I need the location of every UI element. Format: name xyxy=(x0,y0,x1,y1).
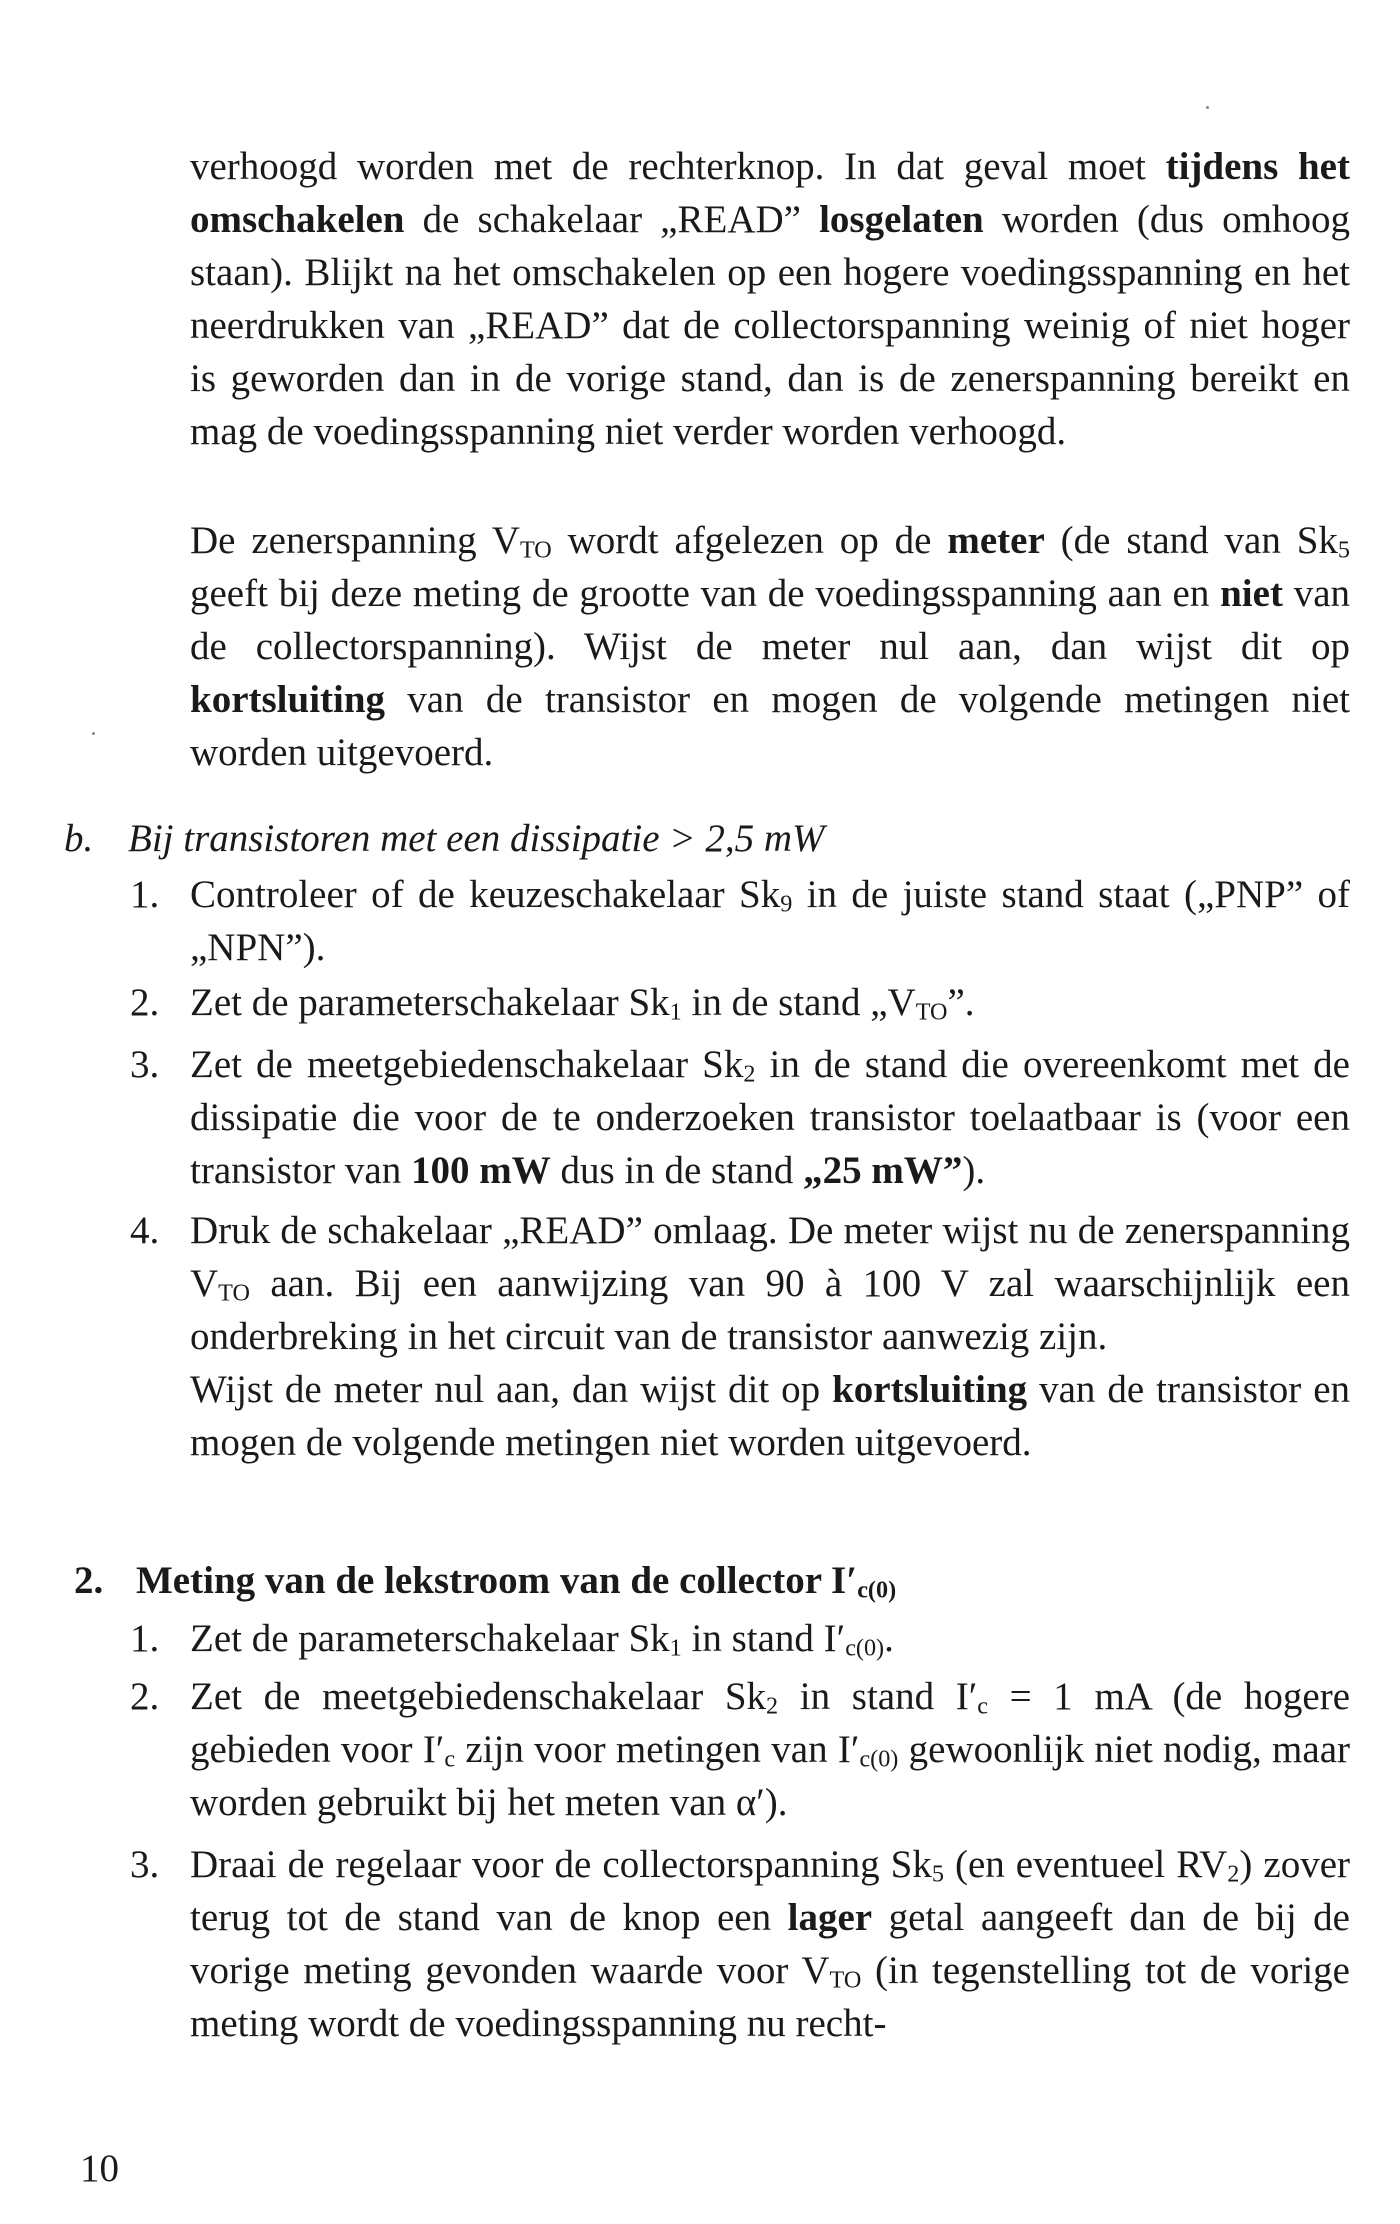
continuation-paragraph: verhoogd worden met de rechterknop. In dat geval moet tijdens het omschakelen de schakelaar „READ” losgelaten worden (dus omhoog staan). Blijkt na het omschakelen op een hogere voedingsspanning en het neerdrukken van „READ” dat de collectorspanning weinig of niet hoger is geworden dan in de vorige stand, dan is de zenerspanning bereikt en mag de voedingsspanning niet verder worden verhoogd. xyxy=(190,145,1350,453)
zener-paragraph: De zenerspanning $V_{TO}$ wordt afgelezen op de meter (de stand van $Sk_5$ geeft bij deze meting de grootte van de voedingsspanning aan en niet van de collectorspanning). Wijst de meter nul aan, dan wijst dit op kortsluiting van de transistor en mogen de volgende metingen niet worden uitgevoerd. xyxy=(190,519,1350,774)
section-2-item-1: 1. Zet de parameterschakelaar $Sk_1$ in stand $I'_{c(0)}$. xyxy=(130,1617,894,1662)
section-2-item-3: 3. Draai de regelaar voor de collectorspanning $Sk_5$ (en eventueel $RV_2$) zover terug tot de stand van de knop een lager getal aangeeft dan de bij de vorige meting gevonden waarde voor $V_{TO}$ (in tegenstelling tot de vorige meting wordt de voedingsspanning nu recht- xyxy=(130,1843,1350,2045)
section-b-item-4: 4. Druk de schakelaar „READ” omlaag. De meter wijst nu de zenerspanning $V_{TO}$ aan. Bij een aanwijzing van 90 à 100 V zal waarschijnlijk een onderbreking in het circuit van de transistor aanwezig zijn. Wijst de meter nul aan, dan wijst dit op kortsluiting van de transistor en mogen de volgende metingen niet worden uitgevoerd. xyxy=(190,1204,1350,1469)
page-number: 10 xyxy=(80,2147,119,2190)
book-page: verhoogd worden met de rechterknop. In dat geval moet tijdens het omschakelen de schakelaar „READ” losgelaten worden (dus omhoog staan). Blijkt na het omschakelen op een hogere voedingsspanning en het neerdrukken van „READ” dat de collectorspanning weinig of niet hoger is geworden dan in de vorige stand, dan is de zenerspanning bereikt en mag de voedingsspanning niet verder worden verhoogd. De zenerspanning $V_{TO}$ wordt afgelezen op de meter (de stand van $Sk_5$ geeft bij deze meting de grootte van de voedingsspanning aan en niet van de collectorspanning). Wijst de meter nul aan, dan wijst dit op kortsluiting van de transistor en mogen de volgende metingen niet worden uitgevoerd. b. Bij transistoren met een dissipatie > 2,5 mW 1. Controleer of de keuzeschakelaar $Sk_9$ in de juiste stand staat („PNP” of „NPN”). 2. Zet de parameterschakelaar $Sk_1$ in de stand $„V_{TO}$”. 3. Zet de meetgebiedenschakelaar $Sk_2$ in de stand die overeenkomt met de dissipatie die voor de te onderzoeken transistor toelaatbaar is (voor een transistor van 100 mW dus in de stand „25 mW”). 4. Druk de schakelaar „READ” omlaag. De meter wijst nu de zenerspanning $V_{TO}$ aan. Bij een aanwijzing van 90 à 100 V zal waarschijnlijk een onderbreking in het circuit van de transistor aanwezig zijn. Wijst de meter nul aan, dan wijst dit op kortsluiting van de transistor en mogen de volgende metingen niet worden uitgevoerd. 2. Meting van de lekstroom van de collector $I'_{c(0)}$ 1. Zet de parameterschakelaar $Sk_1$ in stand $I'_{c(0)}$. 2. Zet de meetgebiedenschakelaar $Sk_2$ in stand $I'_c = 1$ mA (de hogere gebieden voor $I'_c$ zijn voor metingen van $I'_{c(0)}$ gewoonlijk niet nodig, maar worden gebruikt bij het meten van α′). 3. Draai de regelaar voor de collectorspanning $Sk_5$ (en eventueel $RV_2$) zover terug tot de stand van de knop een lager getal aangeeft dan de bij de vorige meting gevonden waarde voor $V_{TO}$ (in tegenstelling tot de vorige meting wordt de voedingsspanning nu recht- 10 xyxy=(0,0,1400,2224)
paper-speck xyxy=(92,732,95,735)
section-2-item-2: 2. Zet de meetgebiedenschakelaar $Sk_2$ in stand $I'_c = 1$ mA (de hogere gebieden voor $I'_c$ zijn voor metingen van $I'_{c(0)}$ gewoonlijk niet nodig, maar worden gebruikt bij het meten van α′). xyxy=(130,1675,1351,1824)
section-b-item-1: 1. Controleer of de keuzeschakelaar $Sk_9$ in de juiste stand staat („PNP” of „NPN”). xyxy=(130,873,1350,969)
section-b-item-4-note: Wijst de meter nul aan, dan wijst dit op kortsluiting van de transistor en mogen de volgende metingen niet worden uitgevoerd. xyxy=(190,1368,1351,1464)
section-b-item-3: 3. Zet de meetgebiedenschakelaar $Sk_2$ in de stand die overeenkomt met de dissipatie die voor de te onderzoeken transistor toelaatbaar is (voor een transistor van 100 mW dus in de stand „25 mW”). xyxy=(130,1043,1350,1192)
paper-speck xyxy=(1206,106,1209,109)
section-b-item-2: 2. Zet de parameterschakelaar $Sk_1$ in de stand $„V_{TO}$”. xyxy=(130,981,975,1026)
